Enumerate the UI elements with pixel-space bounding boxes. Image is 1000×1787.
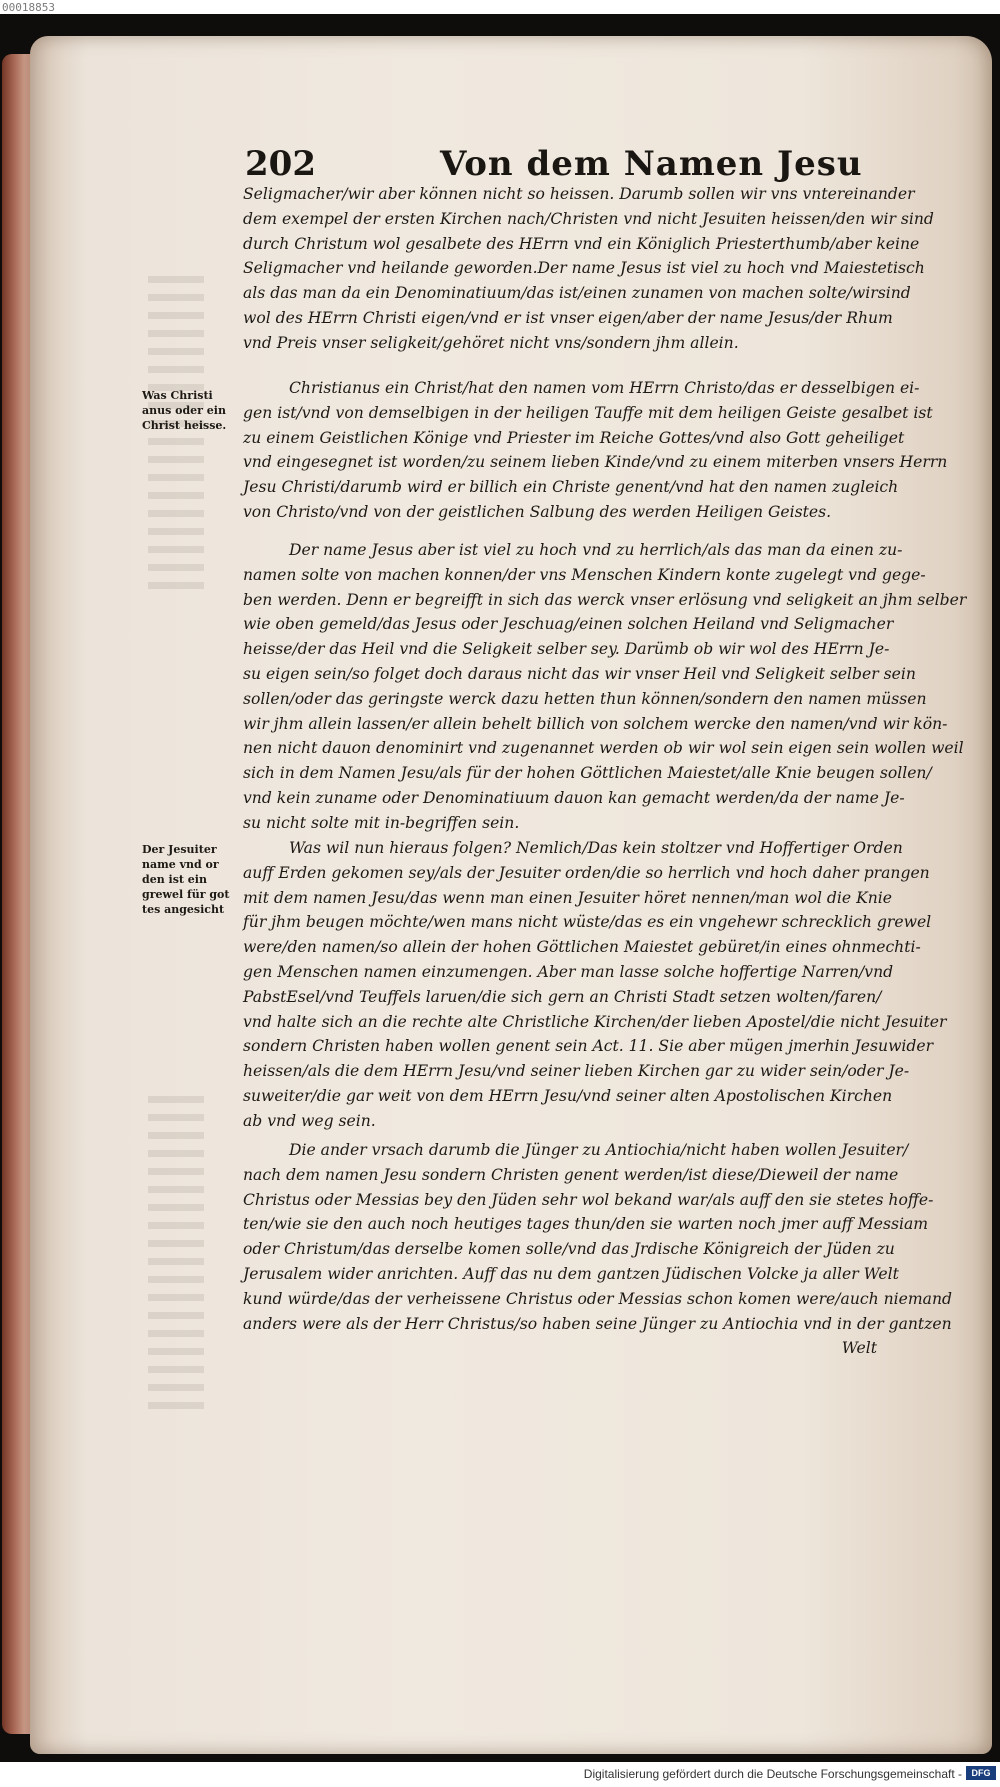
paragraph	[243, 538, 967, 836]
marginal-line: name vnd or	[142, 858, 219, 871]
text-line: PabstEsel/vnd Teuffels laruen/die sich gern an Christi Stadt setzen wolten/faren/	[243, 987, 882, 1006]
text-line: vnd halte sich an die rechte alte Christliche Kirchen/der lieben Apostel/die nicht Jesuiter	[243, 1012, 947, 1031]
text-line: anders were als der Herr Christus/so haben seine Jünger zu Antiochia vnd in der gantzen	[243, 1314, 952, 1333]
marginal-line: grewel für got	[142, 888, 230, 901]
text-line: heissen/als die dem HErrn Jesu/vnd seiner lieben Kirchen gar zu wider sein/oder Je-	[243, 1062, 910, 1081]
text-line: ben werden. Denn er begreifft in sich das werck vnser erlösung vnd seligkeit an jhm selber	[243, 590, 967, 609]
text-line: oder Christum/das derselbe komen solle/vnd das Jrdische Königreich der Jüden zu	[243, 1240, 895, 1259]
text-line: Was wil nun hieraus folgen? Nemlich/Das kein stoltzer vnd Hoffertiger Orden	[289, 839, 903, 857]
text-line: heisse/der das Heil vnd die Seligkeit selber sey. Darümb ob wir wol des HErrn Je-	[243, 640, 890, 659]
text-line: Christianus ein Christ/hat den namen vom HErrn Christo/das er desselbigen ei-	[289, 379, 920, 397]
bleed-through	[148, 276, 204, 596]
text-line: nen nicht dauon denominirt vnd zugenannet werden ob wir wol sein eigen sein wollen weil	[243, 739, 964, 758]
text-line: vnd eingesegnet ist worden/zu seinem lieben Kinde/vnd zu einem miterben vnsers Herrn	[243, 453, 948, 472]
book-scan	[0, 14, 1000, 1762]
text-line: wie oben gemeld/das Jesus oder Jeschuag/einen solchen Heiland vnd Seligmacher	[243, 615, 894, 634]
text-line: für jhm beugen möchte/wen mans nicht wüste/das es ein vngehewr schrecklich grewel	[243, 913, 932, 932]
text-line: wol des HErrn Christi eigen/vnd er ist vnser eigen/aber der name Jesus/der Rhum	[243, 308, 893, 327]
marginal-line: den ist ein	[142, 873, 207, 886]
text-line: Jerusalem wider anrichten. Auff das nu dem gantzen Jüdischen Volcke ja aller Welt	[243, 1264, 899, 1283]
text-line: sollen/oder das geringste werck dazu hetten thun können/sondern den namen müssen	[243, 689, 927, 708]
page-content	[30, 36, 992, 1754]
text-line: Seligmacher/wir aber können nicht so heissen. Darumb sollen wir vns vntereinander	[243, 185, 915, 203]
book-page	[30, 36, 992, 1754]
text-line: namen solte von machen konnen/der vns Menschen Kindern konte zugelegt vnd gege-	[243, 565, 926, 584]
paragraph	[243, 1138, 952, 1361]
footer-bar	[0, 1762, 1000, 1787]
text-line: Jesu Christi/darumb wird er billich ein Christe genent/vnd hat den namen zugleich	[243, 478, 899, 497]
text-line: Christus oder Messias bey den Jüden sehr wol bekand war/als auff den sie stetes hoffe-	[243, 1190, 934, 1209]
text-line: ten/wie sie den auch noch heutiges tages thun/den sie warten noch jmer auff Messiam	[243, 1215, 929, 1234]
paragraph	[243, 836, 947, 1134]
text-line: vnd kein zuname oder Denominatiuum dauon kan gemacht werden/da der name Je-	[243, 788, 905, 807]
text-line: ab vnd weg sein.	[243, 1111, 376, 1130]
marginal-line: anus oder ein	[142, 404, 226, 417]
text-line: durch Christum wol gesalbete des HErrn vnd ein Königlich Priesterthumb/aber keine	[243, 234, 920, 253]
catchword: Welt	[841, 1339, 877, 1358]
text-line: sich in dem Namen Jesu/als für der hohen Göttlichen Maiestet/alle Knie beugen sollen/	[243, 764, 932, 783]
paragraph	[243, 376, 948, 525]
text-line: su nicht solte mit in-begriffen sein.	[243, 813, 520, 832]
dfg-logo: DFG	[966, 1766, 996, 1780]
text-line: von Christo/vnd von der geistlichen Salbung des werden Heiligen Geistes.	[243, 502, 832, 521]
marginal-line: Der Jesuiter	[142, 843, 217, 856]
text-line: Seligmacher vnd heilande geworden.Der name Jesus ist viel zu hoch vnd Maiestetisch	[243, 259, 925, 278]
text-line: als das man da ein Denominatiuum/das ist/einen zunamen von machen solte/wirsind	[243, 284, 911, 303]
text-line: su eigen sein/so folget doch daraus nicht das wir vnser Heil vnd Seligkeit selber sein	[243, 664, 916, 683]
text-line: dem exempel der ersten Kirchen nach/Christen vnd nicht Jesuiten heissen/den wir sind	[243, 209, 934, 228]
text-line: nach dem namen Jesu sondern Christen genent werden/ist diese/Dieweil der name	[243, 1165, 899, 1184]
marginal-line: tes angesicht	[142, 903, 225, 916]
text-line: Der name Jesus aber ist viel zu hoch vnd zu herrlich/als das man da einen zu-	[289, 541, 903, 559]
text-line: vnd Preis vnser seligkeit/gehöret nicht vns/sondern jhm allein.	[243, 333, 739, 352]
text-line: wir jhm allein lassen/er allein behelt billich von solchem wercke den namen/vnd wir kön-	[243, 714, 948, 733]
running-title: Von dem Namen Jesu	[440, 144, 863, 184]
paragraph	[243, 182, 934, 356]
text-line: suweiter/die gar weit von dem HErrn Jesu/vnd seiner alten Apostolischen Kirchen	[243, 1086, 893, 1105]
text-line: sondern Christen haben wollen genent sein Act. 11. Sie aber mügen jmerhin Jesuwider	[243, 1037, 934, 1056]
text-line: were/den namen/so allein der hohen Göttlichen Maiestet gebüret/in eines ohnmechti-	[243, 938, 921, 957]
text-line: auff Erden gekomen sey/als der Jesuiter orden/die so herrlich vnd hoch daher prangen	[243, 863, 930, 882]
marginal-note	[142, 842, 246, 917]
text-line: mit dem namen Jesu/das wenn man einen Jesuiter höret nennen/man wol die Knie	[243, 888, 892, 907]
text-line: gen Menschen namen einzumengen. Aber man lasse solche hoffertige Narren/vnd	[243, 962, 894, 981]
page-id: 00018853	[2, 1, 55, 14]
text-line: gen ist/vnd von demselbigen in der heiligen Tauffe mit dem heiligen Geiste gesalbet ist	[243, 403, 933, 422]
text-line: kund würde/das der verheissene Christus oder Messias schon komen were/auch niemand	[243, 1289, 952, 1308]
text-line: zu einem Geistlichen Könige vnd Priester im Reiche Gottes/vnd also Gott geheiliget	[243, 428, 905, 447]
text-line: Die ander vrsach darumb die Jünger zu Antiochia/nicht haben wollen Jesuiter/	[289, 1141, 909, 1159]
bleed-through	[148, 1096, 204, 1416]
funding-credit: Digitalisierung gefördert durch die Deutsche Forschungsgemeinschaft -	[583, 1767, 962, 1781]
marginal-note	[142, 388, 246, 433]
page-number: 202	[245, 144, 316, 184]
marginal-line: Was Christi	[142, 389, 213, 402]
marginal-line: Christ heisse.	[142, 419, 227, 432]
